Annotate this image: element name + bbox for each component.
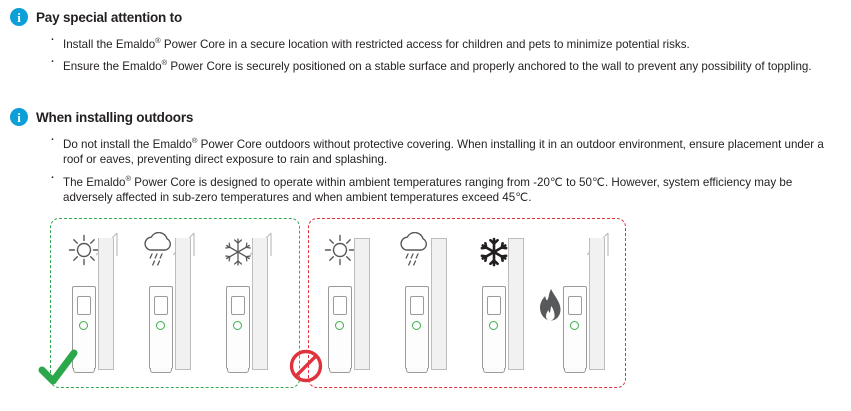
unit-base xyxy=(227,368,249,373)
section-title: When installing outdoors xyxy=(36,109,194,125)
unit-screen xyxy=(77,296,91,315)
wall-panel xyxy=(98,238,114,370)
unit-screen xyxy=(154,296,168,315)
section-header xyxy=(10,8,812,26)
rain-cloud-icon xyxy=(395,230,435,270)
power-core-unit xyxy=(482,270,506,370)
status-led-icon xyxy=(412,321,421,330)
unit-screen xyxy=(410,296,424,315)
power-core-unit xyxy=(563,270,587,370)
bullet-text-1: Install the Emaldo® Power Core in a secure location with restricted access for children and pets to minimize potential risks. xyxy=(63,36,690,51)
info-icon: i xyxy=(10,8,28,26)
power-core-unit xyxy=(328,270,352,370)
list-item xyxy=(50,171,843,206)
status-led-icon xyxy=(570,321,579,330)
section-header xyxy=(10,108,843,126)
unit-screen xyxy=(231,296,245,315)
unit-snow-forbidden xyxy=(476,230,530,375)
bullet-text-2: The Emaldo® Power Core is designed to operate within ambient temperatures ranging from -20℃ to 50℃. However, system efficiency may be adversely affected in sub-zero temperatures and when ambient temperatures exceed 45℃. xyxy=(63,173,793,205)
section-pay-special-attention xyxy=(10,8,812,78)
wall-panel xyxy=(508,238,524,370)
unit-base xyxy=(564,368,586,373)
list-item xyxy=(50,55,812,74)
status-led-icon xyxy=(233,321,242,330)
unit-base xyxy=(483,368,505,373)
status-led-icon xyxy=(156,321,165,330)
unit-base xyxy=(406,368,428,373)
wall-panel xyxy=(354,238,370,370)
unit-fire-forbidden xyxy=(557,230,611,375)
unit-screen xyxy=(568,296,582,315)
status-led-icon xyxy=(79,321,88,330)
wall-panel xyxy=(589,238,605,370)
section-title: Pay special attention to xyxy=(36,9,182,25)
unit-rain-allowed xyxy=(143,230,197,375)
bullet-list xyxy=(10,133,843,206)
status-led-icon xyxy=(489,321,498,330)
unit-base xyxy=(329,368,351,373)
wall-panel xyxy=(252,238,268,370)
bullet-text-1: Do not install the Emaldo® Power Core outdoors without protective covering. When installing it in an outdoor environment, ensure placement under a roof or eaves, preventing direct exposure to rain and splashing. xyxy=(63,136,824,167)
bullet-list xyxy=(10,33,812,75)
wall-panel xyxy=(175,238,191,370)
unit-base xyxy=(150,368,172,373)
unit-snow-allowed xyxy=(220,230,274,375)
prohibition-sign-icon xyxy=(288,348,324,384)
unit-sun-forbidden xyxy=(322,230,376,375)
check-mark-icon xyxy=(38,348,78,388)
section-when-installing-outdoors xyxy=(10,108,843,209)
unit-rain-forbidden xyxy=(399,230,453,375)
unit-screen xyxy=(487,296,501,315)
power-core-unit xyxy=(405,270,429,370)
info-icon: i xyxy=(10,108,28,126)
list-item xyxy=(50,133,843,168)
wall-panel xyxy=(431,238,447,370)
bullet-text-2: Ensure the Emaldo® Power Core is securely positioned on a stable surface and properly anchored to the wall to prevent any possibility of toppling. xyxy=(63,58,812,74)
unit-screen xyxy=(333,296,347,315)
flame-icon xyxy=(537,288,563,322)
list-item xyxy=(50,33,812,52)
power-core-unit xyxy=(149,270,173,370)
power-core-unit xyxy=(226,270,250,370)
status-led-icon xyxy=(335,321,344,330)
installation-illustration xyxy=(30,218,630,398)
